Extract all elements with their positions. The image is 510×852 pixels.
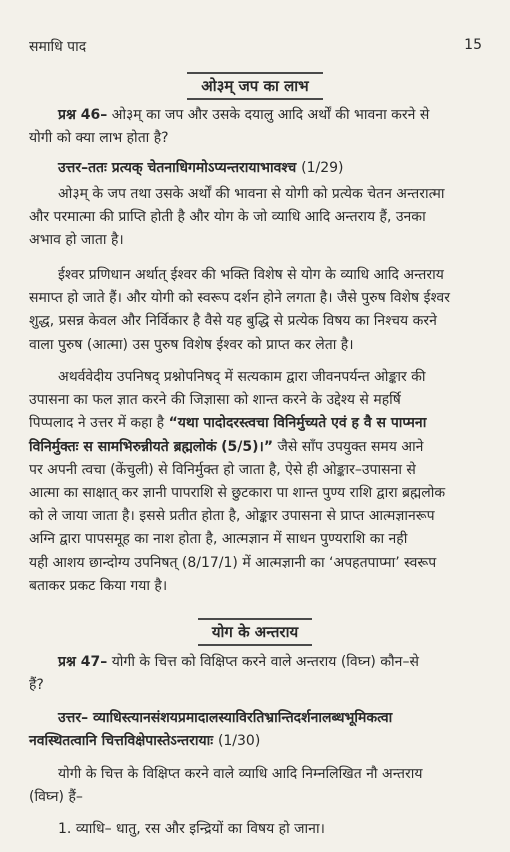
answer-label: उत्तर– [58, 710, 89, 726]
question-text: प्रश्न 46– ओ३म् का जप और उसके दयालु आदि अर्थों की भावना करने से [58, 107, 430, 123]
question-label: प्रश्न 46– [58, 107, 108, 123]
question-text-cont: योगी को क्या लाभ होता है? [29, 130, 169, 147]
paragraph-1: ओ३म् के जप तथा उसके अर्थों की भावना से योगी को प्रत्येक चेतन अन्तरात्मा और परमात्मा की प्राप्ति होती है और योग के जो व्याधि आदि अन्तराय हैं, उनका अभाव हो जाता है। [29, 186, 445, 249]
answer-47-sutra [29, 707, 485, 753]
page-number: 15 [464, 37, 482, 53]
question-text: प्रश्न 47– योगी के चित्त को विक्षिप्त करने वाले अन्तराय (विघ्न) कौन–से [58, 654, 419, 670]
paragraph-3: अथर्ववेदीय उपनिषद् प्रश्नोपनिषद् में सत्यकाम द्वारा जीवनपर्यन्त ओङ्कार की उपासना का फल ज्ञात करने की जिज्ञासा को शान्त करने के उद्देश्य से महर्षि पिप्पलाद ने उत्तर में कहा है “यथा पादोदरस्त्वचा विनिर्मुच्यते एवं ह वै स पाप्मना विनिर्मुक्तः स सामभिरुन्नीयते ब्रह्मलोकं (5/5)।” जैसे साँप उपयुक्त समय आने पर अपनी त्वचा (केंचुली) से विनिर्मुक्त हो जाता है, ऐसे ही ओङ्कार–उपासना से आत्मा का साक्षात् कर ज्ञानी पापराशि से छुटकारा पा शान्त पुण्य राशि द्वारा ब्रह्मलोक को ले जाया जाता है। इससे प्रतीत होता है, ओङ्कार उपासना से प्राप्त आत्मज्ञानरूप अग्नि द्वारा पापसमूह का नाश होता है, आत्मज्ञान में साधन पुण्यराशि का नही यही आशय छान्दोग्य उपनिषत् (8/17/1) में आत्मज्ञानी का ‘अपहतपाप्मा’ स्वरूप बताकर प्रकट किया गया है। [29, 369, 446, 594]
paragraph-4: योगी के चित्त के विक्षिप्त करने वाले व्याधि आदि निम्नलिखित नौ अन्तराय (विघ्न) हैं– [29, 766, 423, 806]
list-item [29, 818, 485, 841]
header-chapter-title: समाधि पाद [29, 39, 87, 55]
upanishad-quote-cont: विनिर्मुक्तः स सामभिरुन्नीयते ब्रह्मलोकं [29, 438, 217, 455]
list-term: व्याधि– [75, 821, 112, 837]
running-header [29, 37, 482, 57]
question-46 [29, 104, 485, 150]
answer-46-sutra [29, 157, 485, 180]
sutra-text: ततः प्रत्यक् चेतनाधिगमोऽप्यन्तरायाभावश्च [88, 160, 297, 176]
paragraph-2: ईश्वर प्रणिधान अर्थात् ईश्वर की भक्ति विशेष से योग के व्याधि आदि अन्तराय समाप्त हो जाते हैं। और योगी को स्वरूप दर्शन होने लगता है। जैसे पुरुष विशेष ईश्वर शुद्ध, प्रसन्न केवल और निर्विकार है वैसे यह बुद्धि से प्रत्येक विषय का निश्चय करने वाला पुरुष (आत्मा) उस पुरुष विशेष ईश्वर को प्राप्त कर लेता है। [29, 267, 450, 353]
question-text-cont: हैं? [29, 677, 44, 694]
quote-ref: (5/5)।” [221, 438, 274, 455]
question-47 [29, 651, 485, 697]
sutra-ref: (1/30) [217, 733, 261, 750]
section-heading-yoga-antaraya [0, 618, 510, 646]
answer-label: उत्तर– [58, 160, 89, 176]
section-heading-om-japa [0, 72, 510, 100]
list-text: धातु, रस और इन्द्रियों का विषय हो जाना। [116, 821, 325, 837]
section-title: योग के अन्तराय [198, 618, 312, 646]
list-number: 1. [58, 821, 72, 837]
sutra-ref: (1/29) [301, 160, 344, 176]
upanishad-quote: “यथा पादोदरस्त्वचा विनिर्मुच्यते एवं ह वै स पाप्मना [168, 415, 427, 432]
sutra-text: व्याधिस्त्यानसंशयप्रमादालस्याविरतिभ्रान्तिदर्शनालब्धभूमिकत्वा [92, 710, 393, 726]
section-title: ओ३म् जप का लाभ [187, 72, 322, 100]
sutra-text-cont: नवस्थितत्वानि चित्तविक्षेपास्तेऽन्तरायाः [29, 733, 214, 750]
question-label: प्रश्न 47– [58, 654, 108, 670]
